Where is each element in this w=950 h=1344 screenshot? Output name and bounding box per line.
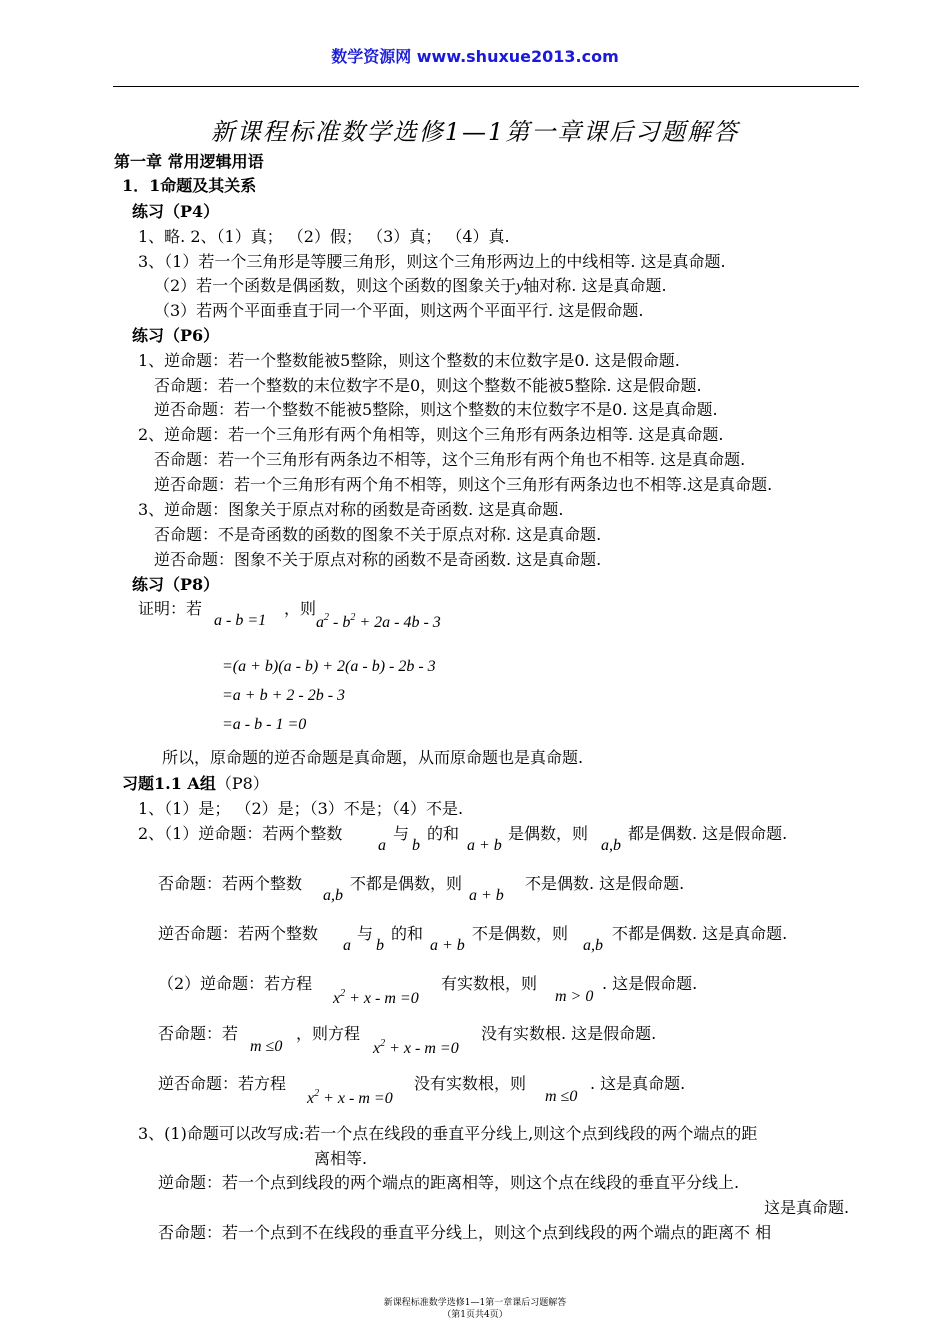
math-expression: $a^2 - b^2 + 2a - 4b - 3$: [316, 612, 441, 631]
math-b: b: [412, 837, 420, 854]
p4-line: [154, 276, 667, 297]
page-title: 新课程标准数学选修1—1第一章课后习题解答: [210, 118, 740, 146]
math-equation: $x^2 + x - m =0$: [307, 1088, 393, 1107]
hw-text: 是偶数，则: [508, 824, 589, 843]
hw-text: 有实数根，则: [441, 974, 538, 993]
p4-text: 轴对称. 这是真命题.: [523, 276, 667, 295]
p6-line: 3、逆命题：图象关于原点对称的函数是奇函数. 这是真命题.: [138, 500, 564, 519]
math-a: a: [378, 837, 386, 854]
hw-text: 不是偶数，则: [472, 924, 569, 943]
hw-text: 否命题：若: [158, 1024, 239, 1043]
hw-text: 逆否命题：若方程: [158, 1074, 287, 1093]
math-equation: $x^2 + x - m =0$: [373, 1038, 459, 1057]
exercise-p4-heading: 练习（P4）: [132, 202, 220, 221]
hw-text: 2、（1）逆命题：若两个整数: [138, 824, 343, 843]
hw-line: 离相等.: [314, 1149, 368, 1168]
hw-text: 没有实数根，则: [414, 1074, 527, 1093]
math-condition: m ≤0: [250, 1038, 283, 1055]
math-y: y: [516, 278, 524, 295]
p6-line: 逆否命题：若一个三角形有两个角不相等，则这个三角形有两条边也不相等.这是真命题.: [154, 475, 773, 494]
hw-text: 与: [393, 824, 410, 843]
hw-text: 不都是偶数，则: [350, 874, 463, 893]
hw-line: 这是真命题.: [764, 1198, 850, 1217]
hw-text: . 这是假命题.: [602, 974, 698, 993]
equation-line: =(a + b)(a - b) + 2(a - b) - 2b - 3: [222, 658, 436, 675]
p6-line: 否命题：若一个整数的末位数字不是0，则这个整数不能被5整除. 这是假命题.: [154, 376, 702, 395]
hw-text: （2）逆命题：若方程: [158, 974, 313, 993]
hw-text: 没有实数根. 这是假命题.: [481, 1024, 657, 1043]
math-ab: a,b: [601, 837, 621, 854]
math-equation: $x^2 + x - m =0$: [333, 988, 419, 1007]
math-sum: a + b: [469, 887, 504, 904]
math-expression: a - b =1: [214, 612, 267, 629]
hw-text: 否命题：若两个整数: [158, 874, 303, 893]
p6-line: 否命题：不是奇函数的函数的图象不关于原点对称. 这是真命题.: [154, 525, 602, 544]
math-sum: a + b: [467, 837, 502, 854]
proof-then: ，则: [284, 599, 317, 618]
math-a: a: [343, 937, 351, 954]
exercise-p6-heading: 练习（P6）: [132, 326, 220, 345]
hw-line: 逆命题：若一个点到线段的两个端点的距离相等，则这个点在线段的垂直平分线上.: [158, 1173, 740, 1192]
hw-text: 的和: [427, 824, 460, 843]
hw-text: 的和: [391, 924, 424, 943]
p6-line: 逆否命题：图象不关于原点对称的函数不是奇函数. 这是真命题.: [154, 550, 602, 569]
exercise-p8-heading: 练习（P8）: [132, 575, 220, 594]
site-url[interactable]: 数学资源网 www.shuxue2013.com: [331, 47, 619, 66]
p6-line: 否命题：若一个三角形有两条边不相等，这个三角形有两个角也不相等. 这是真命题.: [154, 450, 746, 469]
p6-line: 1、逆命题：若一个整数能被5整除，则这个整数的末位数字是0. 这是假命题.: [138, 351, 680, 370]
hw-line: 否命题：若一个点到不在线段的垂直平分线上，则这个点到线段的两个端点的距离不 相: [158, 1223, 772, 1242]
p4-line: 1、略. 2、（1）真； （2）假； （3）真； （4）真.: [138, 227, 510, 246]
hw-text: 逆否命题：若两个整数: [158, 924, 319, 943]
hw-text: ，则方程: [296, 1024, 361, 1043]
p6-line: 2、逆命题：若一个三角形有两个角相等，则这个三角形有两条边相等. 这是真命题.: [138, 425, 724, 444]
p4-line: 3、（1）若一个三角形是等腰三角形，则这个三角形两边上的中线相等. 这是真命题.: [138, 252, 726, 271]
proof-intro: 证明：若: [138, 599, 203, 618]
hw-text: 不都是偶数. 这是真命题.: [612, 924, 788, 943]
homework-heading: 习题1.1 A组（P8）: [122, 774, 269, 793]
equation-line: =a + b + 2 - 2b - 3: [222, 687, 346, 704]
chapter-heading: 第一章 常用逻辑用语: [114, 152, 264, 171]
section-heading: 1．1命题及其关系: [122, 176, 257, 195]
hw-text: . 这是真命题.: [590, 1074, 686, 1093]
page-footer: [0, 1297, 950, 1321]
equation-line: =a - b - 1 =0: [222, 716, 307, 733]
hw-text: 不是偶数. 这是假命题.: [525, 874, 685, 893]
proof-conclusion: 所以，原命题的逆否命题是真命题，从而原命题也是真命题.: [162, 748, 584, 767]
p4-text: （2）若一个函数是偶函数，则这个函数的图象关于: [154, 276, 517, 295]
footer-title: 新课程标准数学选修1—1第一章课后习题解答: [383, 1298, 567, 1308]
math-sum: a + b: [430, 937, 465, 954]
math-condition: m > 0: [555, 988, 594, 1005]
hw-line: 1、（1）是； （2）是；（3）不是；（4）不是.: [138, 799, 464, 818]
hw-text: 都是偶数. 这是假命题.: [628, 824, 788, 843]
p4-line: （3）若两个平面垂直于同一个平面，则这两个平面平行. 这是假命题.: [154, 301, 644, 320]
header-rule: [113, 86, 859, 87]
hw-text: 与: [357, 924, 374, 943]
hw-line: 3、(1)命题可以改写成:若一个点在线段的垂直平分线上,则这个点到线段的两个端点的距: [138, 1124, 758, 1143]
math-ab: a,b: [323, 887, 343, 904]
math-b: b: [376, 937, 384, 954]
p6-line: 逆否命题：若一个整数不能被5整除，则这个整数的末位数字不是0. 这是真命题.: [154, 400, 718, 419]
math-condition: m ≤0: [545, 1088, 578, 1105]
page-number: （第1页共4页）: [442, 1310, 508, 1320]
math-ab: a,b: [583, 937, 603, 954]
